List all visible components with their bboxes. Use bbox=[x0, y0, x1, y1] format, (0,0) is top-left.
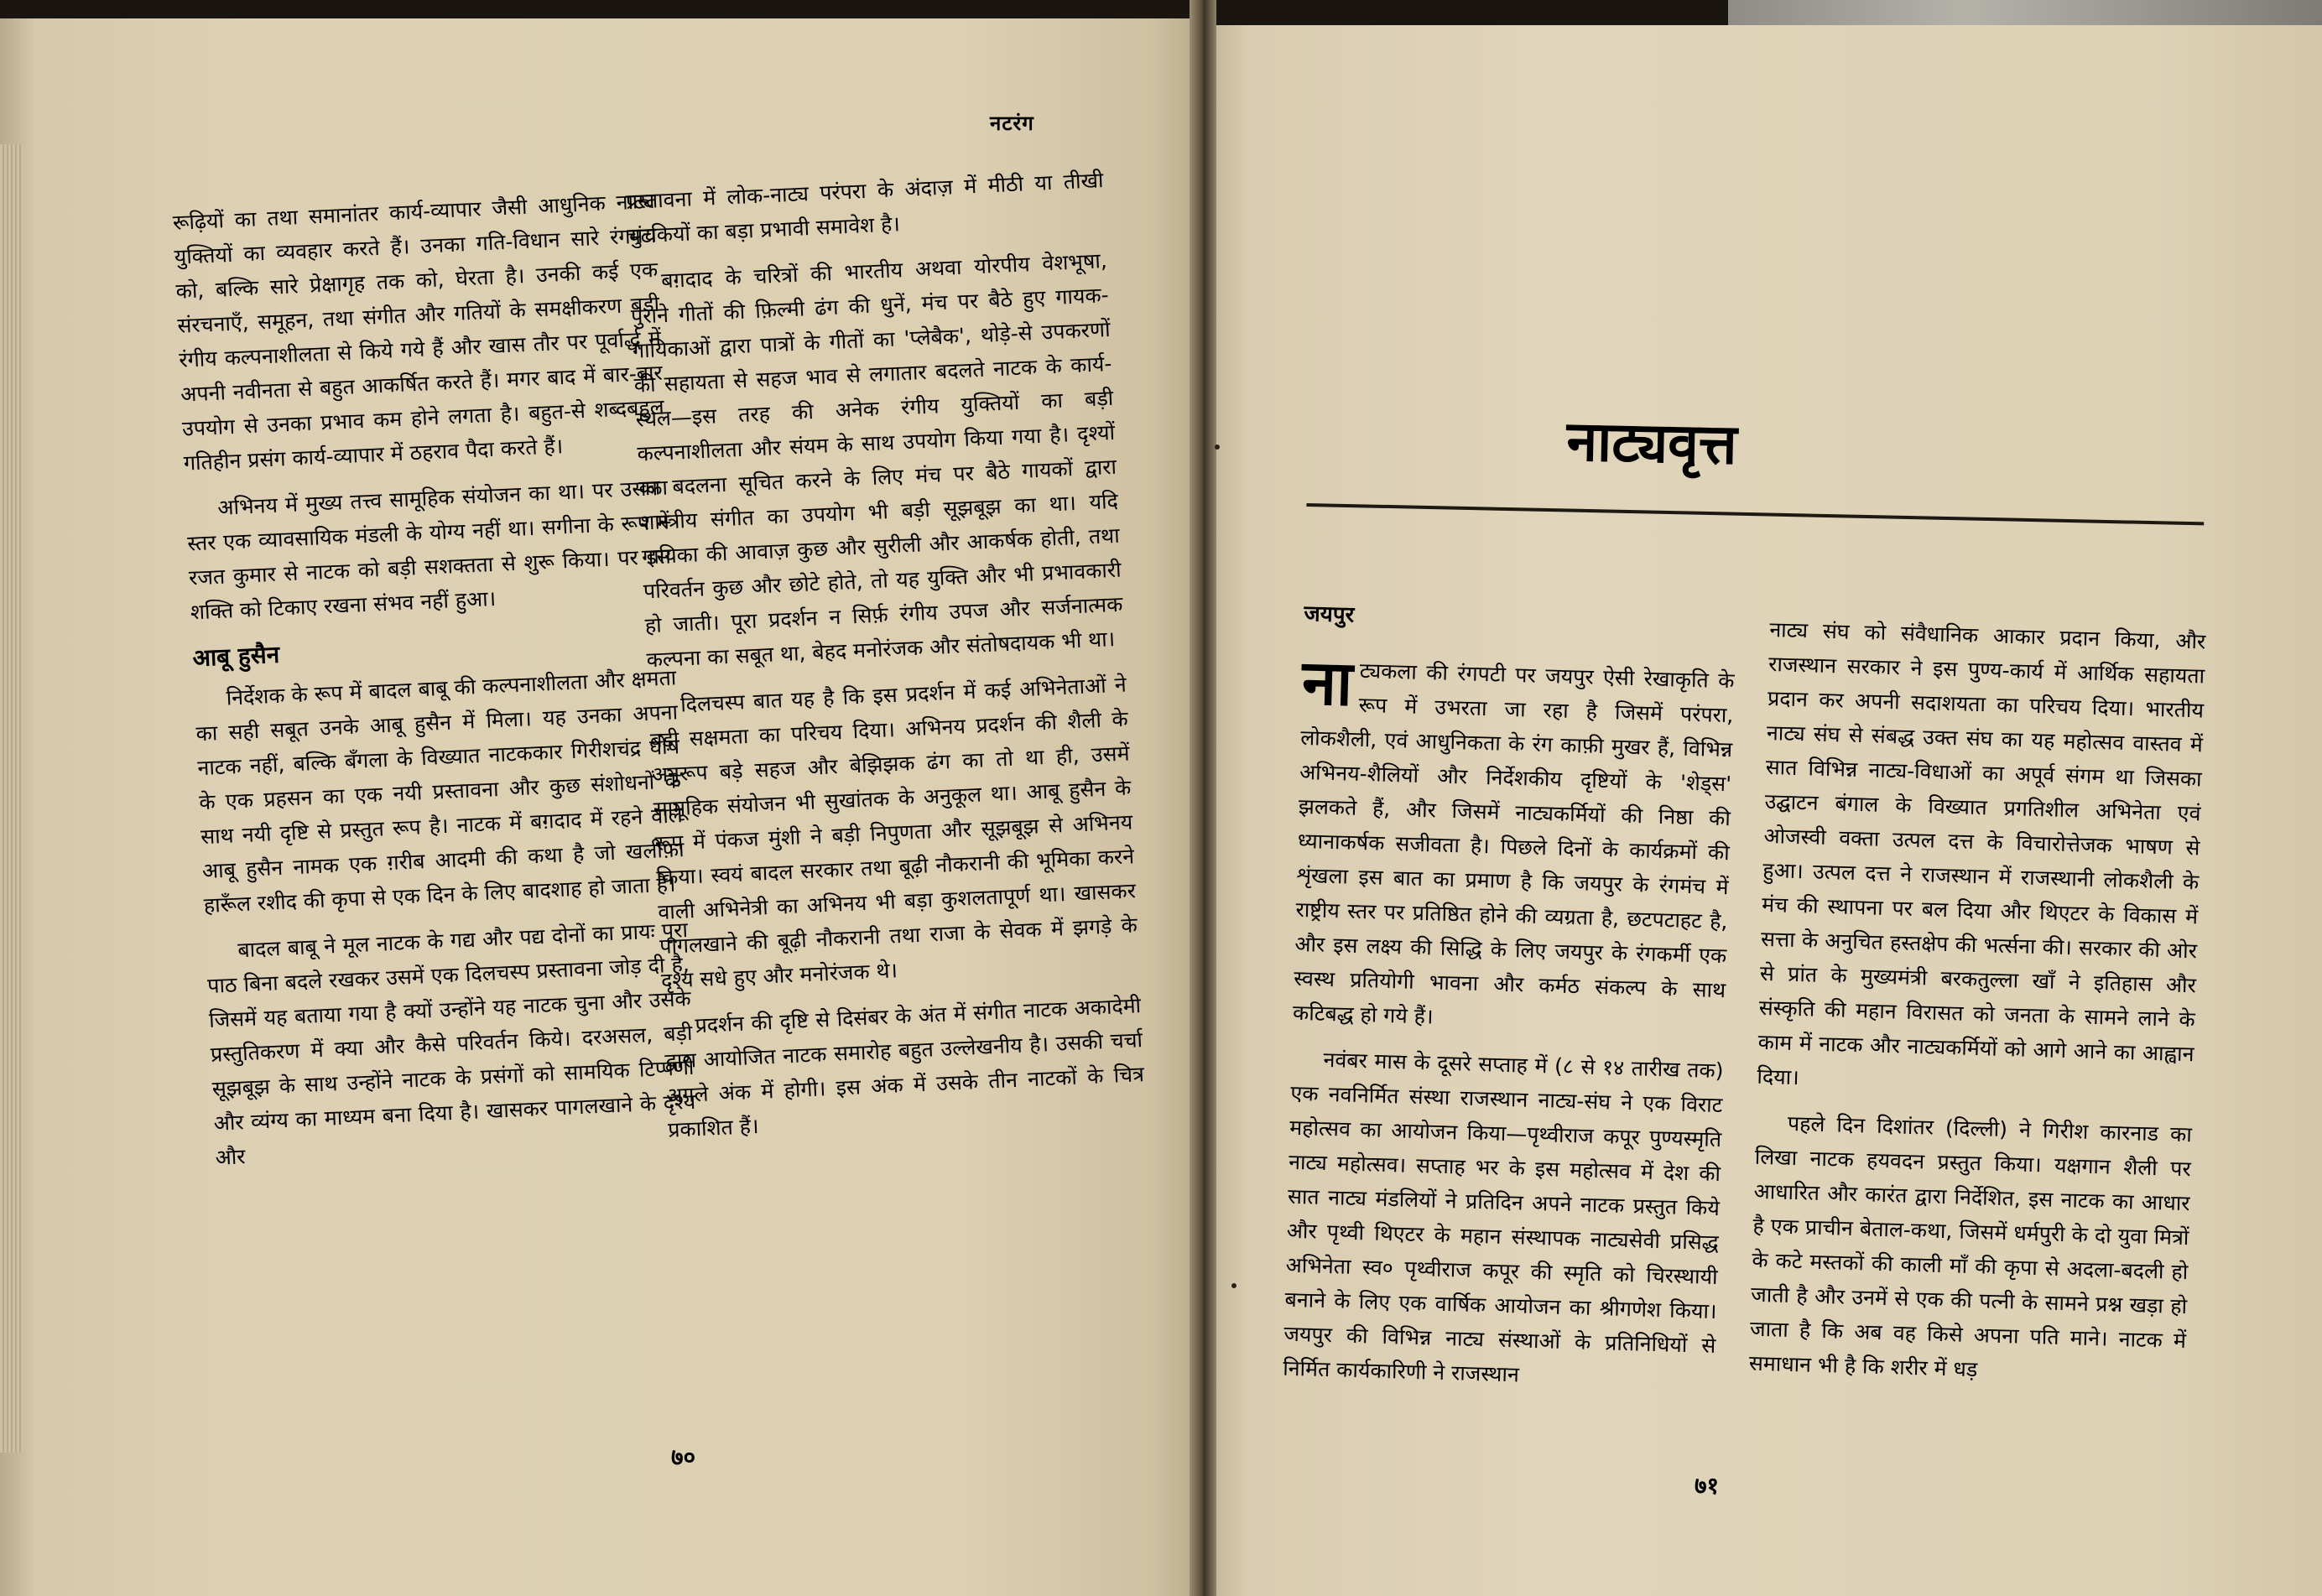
page-stack-edge bbox=[0, 144, 23, 1453]
paragraph: नाट्य संघ को संवैधानिक आकार प्रदान किया, और राजस्थान सरकार ने इस पुण्य-कार्य में आर्थिक सहायता प्रदान कर अपनी सदाशयता का परिचय दिया। भारतीय नाट्य संघ से संबद्ध उक्त संघ का यह महोत्सव वास्तव में सात विभिन्न नाट्य-विधाओं का अपूर्व संगम था जिसका उद्घाटन बंगाल के विख्यात प्रगतिशील अभिनेता एवं ओजस्वी वक्ता उत्पल दत्त के विचारोत्तेजक भाषण से हुआ। उत्पल दत्त ने राजस्थान में राजस्थानी लोकशैली के मंच की स्थापना पर बल दिया और थिएटर के विकास में सत्ता के अनुचित हस्तक्षेप की भर्त्सना की। सरकार की ओर से प्रांत के मुख्यमंत्री बरकतुल्ला खाँ ने इतिहास और संस्कृति की महान विरासत को जनता के सामने लाने के काम में नाटक और नाट्यकर्मियों को आगे आने का आह्वान दिया। bbox=[1757, 616, 2206, 1090]
paragraph: नवंबर मास के दूसरे सप्ताह में (८ से १४ तारीख तक) एक नवनिर्मित संस्था राजस्थान नाट्य-संघ ने एक विराट महोत्सव का आयोजन किया—पृथ्वीराज कपूर पुण्यस्मृति नाट्य महोत्सव। सप्ताह भर के इस महोत्सव में देश की सात नाट्य मंडलियों ने प्रतिदिन अपने नाटक प्रस्तुत किये और पृथ्वी थिएटर के महान संस्थापक नाट्यसेवी प्रसिद्ध अभिनेता स्व० पृथ्वीराज कपूर की स्मृति को चिरस्थायी बनाने के लिए एक वार्षिक आयोजन का श्रीगणेश किया। जयपुर की विभिन्न नाट्य संस्थाओं के प्रतिनिधियों से निर्मित कार्यकारिणी ने राजस्थान bbox=[1282, 1047, 1724, 1387]
paragraph: निर्देशक के रूप में बादल बाबू की कल्पनाशीलता और क्षमता का सही सबूत उनके आबू हुसैन में मिला। यह उनका अपना नाटक नहीं, बल्कि बँगला के विख्यात नाटककार गिरीशचंद्र घोष के एक प्रहसन का एक नयी प्रस्तावना और कुछ संशोधनों के साथ नयी दृष्टि से प्रस्तुत रूप है। नाटक में बग़दाद में रहने वाले आबू हुसैन नामक एक ग़रीब आदमी की कथा है जो खलीफ़ा हारूँल रशीद की कृपा से एक दिन के लिए बादशाह हो जाता है। bbox=[195, 665, 685, 918]
ink-speck bbox=[1215, 444, 1220, 450]
paragraph: बग़दाद के चरित्रों की भारतीय अथवा योरपीय वेशभूषा, पुराने गीतों की फ़िल्मी ढंग की धुनें, मंच पर बैठे हुए गायक-गायिकाओं द्वारा पात्रों के गीतों का 'प्लेबैक', थोड़े-से उपकरणों की सहायता से सहज भाव से लगातार बदलते नाटक के कार्य-स्थल—इस तरह की अनेक रंगीय युक्तियों का बड़ी कल्पनाशीलता और संयम के साथ उपयोग किया गया है। दृश्यों का बदलना सूचित करने के लिए मंच पर बैठे गायकों द्वारा शास्त्रीय संगीत का उपयोग भी बड़ी सूझबूझ का था। यदि गायिका की आवाज़ कुछ और सुरीली और आकर्षक होती, तथा परिवर्तन कुछ और छोटे होते, तो यह युक्ति और भी प्रभावकारी हो जाती। पूरा प्रदर्शन न सिर्फ़ रंगीय उपज और सर्जनात्मक कल्पना का सबूत था, बेहद मनोरंजक और संतोषदायक भी था। bbox=[630, 248, 1123, 673]
paragraph bbox=[1292, 646, 1735, 1042]
paragraph: प्रस्तावना में लोक-नाट्य परंपरा के अंदाज़ में मीठी या तीखी चुटकियों का बड़ा प्रभावी समावेश है। bbox=[625, 168, 1105, 248]
paragraph-text: ट्यकला की रंगपटी पर जयपुर ऐसी रेखाकृति के रूप में उभरता जा रहा है जिसमें परंपरा, लोकशैली, एवं आधुनिकता के रंग काफ़ी मुखर हैं, विभिन्न अभिनय-शैलियों और निर्देशकीय दृष्टियों के 'शेड्स' झलकते हैं, और जिसमें नाट्यकर्मियों की निष्ठा की ध्यानाकर्षक सजीवता है। पिछले दिनों के कार्यक्रमों की शृंखला इस बात का प्रमाण है कि जयपुर के रंगमंच में राष्ट्रीय स्तर पर प्रतिष्ठित होने की व्यग्रता है, छटपटाहट है, और इस लक्ष्य की सिद्धि के लिए जयपुर के रंगकर्मी एक स्वस्थ प्रतियोगी भावना और कर्मठ संकल्प के साथ कटिबद्ध हो गये हैं। bbox=[1292, 658, 1735, 1029]
left-column-2 bbox=[625, 163, 1147, 1159]
ink-speck bbox=[1231, 1283, 1236, 1288]
place-heading: जयपुर bbox=[1304, 600, 1355, 628]
page-number-left: ७० bbox=[671, 1443, 696, 1471]
scanner-edge bbox=[1728, 0, 2322, 25]
paragraph: पहले दिन दिशांतर (दिल्ली) ने गिरीश कारनाड का लिखा नाटक हयवदन प्रस्तुत किया। यक्षगान शैली पर आधारित और कारंत द्वारा निर्देशित, इस नाटक का आधार है एक प्राचीन बेताल-कथा, जिसमें धर्मपुरी के दो युवा मित्रों के कटे मस्तकों की काली माँ की कृपा से अदला-बदली हो जाती है और उनमें से एक की पत्नी के सामने प्रश्न खड़ा हो जाता है कि अब वह किसे अपना पति माने। नाटक में समाधान भी है कि शरीर में धड़ bbox=[1748, 1110, 2193, 1382]
paragraph: रूढ़ियों का तथा समानांतर कार्य-व्यापार जैसी आधुनिक नाट्य युक्तियों का व्यवहार करते हैं। उनका गति-विधान सारे रंगमंच को, बल्कि सारे प्रेक्षागृह तक को, घेरता है। उनकी कई एक संरचनाएँ, समूहन, तथा संगीत और गतियों के समक्षीकरण बड़ी रंगीय कल्पनाशीलता से किये गये हैं और खास तौर पर पूर्वार्द्ध में अपनी नवीनता से बहुत आकर्षित करते हैं। मगर बाद में बार-बार उपयोग से उनका प्रभाव कम होने लगता है। बहुत-से शब्दबहुल गतिहीन प्रसंग कार्य-व्यापार में ठहराव पैदा करते हैं। bbox=[172, 188, 665, 476]
running-head: नटरंग bbox=[990, 112, 1034, 135]
left-column-1 bbox=[172, 184, 699, 1187]
title-block bbox=[1306, 403, 2205, 525]
page-title: नाट्यवृत्त bbox=[1565, 408, 1738, 477]
right-column-1 bbox=[1282, 597, 1736, 1409]
right-column-2 bbox=[1748, 612, 2206, 1404]
paragraph: दिलचस्प बात यह है कि इस प्रदर्शन में कई अभिनेताओं ने बड़ी सक्षमता का परिचय दिया। अभिनय प्रदर्शन की शैली के अनुरूप बड़े सहज और बेझिझक ढंग का तो था ही, उसमें सामूहिक संयोजन भी सुखांतक के अनुकूल था। आबू हुसैन के रूप में पंकज मुंशी ने बड़ी निपुणता और सूझबूझ से अभिनय किया। स्वयं बादल सरकार तथा बूढ़ी नौकरानी की भूमिका करने वाली अभिनेत्री का अभिनय भी बड़ा कुशलतापूर्ण था। खासकर पागलखाने की बूढ़ी नौकरानी तथा राजा के सेवक में झगड़े के दृश्य सधे हुए और मनोरंजक थे। bbox=[649, 672, 1138, 994]
section-heading: आबू हुसैन bbox=[191, 640, 280, 673]
book-gutter bbox=[1190, 0, 1216, 1596]
drop-cap: ना bbox=[1300, 646, 1354, 720]
paragraph: बादल बाबू ने मूल नाटक के गद्य और पद्य दोनों का प्रायः पूरा पाठ बिना बदले रखकर उसमें एक दिलचस्प प्रस्तावना जोड़ दी है, जिसमें यह बताया गया है क्यों उन्होंने यह नाटक चुना और उसके प्रस्तुतिकरण में क्या और कैसे परिवर्तन किये। दरअसल, बड़ी सूझबूझ के साथ उन्होंने नाटक के प्रसंगों को सामयिक टिप्पणी और व्यंग्य का माध्यम बना दिया है। खासकर पागलखाने के दृश्य और bbox=[206, 918, 696, 1170]
paragraph: प्रदर्शन की दृष्टि से दिसंबर के अंत में संगीत नाटक अकादेमी द्वारा आयोजित नाटक समारोह बहुत उल्लेखनीय है। उसकी चर्चा अगले अंक में होगी। इस अंक में उसके तीन नाटकों के चित्र प्रकाशित हैं। bbox=[664, 993, 1145, 1142]
paragraph: अभिनय में मुख्य तत्त्व सामूहिक संयोजन का था। पर उसका स्तर एक व्यावसायिक मंडली के योग्य नहीं था। सगीना के रूप में रजत कुमार से नाटक को बड़ी सशक्तता से शुरू किया। पर इस शक्ति को टिकाए रखना संभव नहीं हुआ। bbox=[186, 475, 672, 625]
page-number-right: ७१ bbox=[1695, 1472, 1720, 1500]
